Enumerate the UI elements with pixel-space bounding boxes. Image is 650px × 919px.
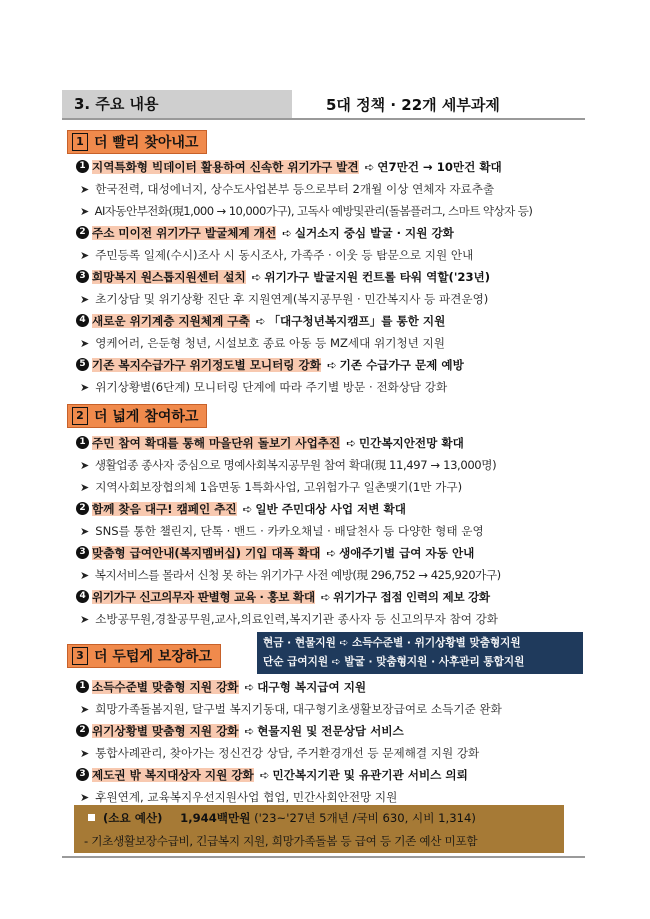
chevron-icon: ➤ xyxy=(80,613,90,626)
sub-text: 영케어러, 은둔형 청년, 시설보호 종료 아동 등 MZ세대 위기청년 지원 xyxy=(95,336,445,350)
chevron-icon: ➤ xyxy=(80,381,90,394)
section-3-title xyxy=(67,644,221,668)
sub-item xyxy=(76,178,494,200)
arrow-icon: ➪ xyxy=(364,160,375,174)
arrow-icon: ➪ xyxy=(255,314,266,328)
item-result: 위기가구 발굴지원 컨트롤 타워 역할('23년) xyxy=(264,270,491,284)
footer-divider xyxy=(62,856,585,858)
arrow-icon: ➪ xyxy=(259,768,270,782)
section-1-title xyxy=(67,130,207,154)
item-number: 5 xyxy=(76,358,89,371)
section-title-text: 더 빨리 찾아내고 xyxy=(94,135,199,151)
sub-item xyxy=(76,698,502,720)
item-result: 실거소지 중심 발굴 · 지원 강화 xyxy=(294,226,454,240)
sub-item xyxy=(76,200,532,222)
budget-line xyxy=(84,807,476,829)
section-number: 3 xyxy=(72,647,88,665)
arrow-icon: ➪ xyxy=(326,358,337,372)
section-2-title xyxy=(67,404,207,428)
item-title: 제도권 밖 복지대상자 지원 강화 xyxy=(92,768,254,782)
arrow-icon: ➪ xyxy=(251,270,262,284)
sub-text: 소방공무원,경찰공무원,교사,의료인력,복지기관 종사자 등 신고의무자 참여 강화 xyxy=(95,612,498,626)
arrow-icon: ➪ xyxy=(244,724,255,738)
sub-text: 지역사회보장협의체 1읍면동 1특화사업, 고위험가구 일촌맺기(1만 가구) xyxy=(95,480,463,494)
sub-text: 통합사례관리, 찾아가는 정신건강 상담, 주거환경개선 등 문제해결 지원 강화 xyxy=(95,746,480,760)
header-divider xyxy=(62,118,585,120)
item-number: 1 xyxy=(76,680,89,693)
item-title: 위기가구 신고의무자 판별형 교육 · 홍보 확대 xyxy=(92,590,315,604)
chevron-icon: ➤ xyxy=(80,747,90,760)
item-number: 1 xyxy=(76,436,89,449)
budget-label: (소요 예산) xyxy=(103,811,163,825)
item-result: 민간복지기관 및 유관기관 서비스 의뢰 xyxy=(272,768,468,782)
item-2-3 xyxy=(76,542,474,564)
item-title: 위기상황별 맞춤형 지원 강화 xyxy=(92,724,239,738)
item-2-2 xyxy=(76,498,406,520)
item-2-4 xyxy=(76,586,490,608)
item-title: 주민 참여 확대를 통해 마을단위 돌보기 사업추진 xyxy=(92,436,341,450)
item-title: 새로운 위기계층 지원체계 구축 xyxy=(92,314,250,328)
sub-text: AI자동안부전화(現1,000 → 10,000가구), 고독사 예방및관리(돌봄플러그, 스마트 약상자 등) xyxy=(94,204,533,218)
sub-item xyxy=(76,520,484,542)
sub-item xyxy=(76,376,447,398)
item-3-2 xyxy=(76,720,404,742)
section-heading: 3. 주요 내용 xyxy=(62,90,292,118)
item-result: 기존 수급가구 문제 예방 xyxy=(339,358,464,372)
sub-item xyxy=(76,742,479,764)
sub-text: 위기상황별(6단계) 모니터링 단계에 따라 주기별 방문 · 전화상담 강화 xyxy=(95,380,448,394)
sub-text: SNS를 통한 챌린지, 단톡 · 밴드 · 카카오채널 · 배달천사 등 다양한 형태 운영 xyxy=(95,524,484,538)
item-2-1 xyxy=(76,432,464,454)
item-result: 생애주기별 급여 자동 안내 xyxy=(339,546,475,560)
sub-item xyxy=(76,608,498,630)
chevron-icon: ➤ xyxy=(80,249,90,262)
item-number: 2 xyxy=(76,724,89,737)
item-title: 기존 복지수급가구 위기정도별 모니터링 강화 xyxy=(92,358,321,372)
item-result: 현물지원 및 전문상담 서비스 xyxy=(257,724,404,738)
item-result: 연7만건 → 10만건 확대 xyxy=(377,160,502,174)
chevron-icon: ➤ xyxy=(80,337,90,350)
item-3-1 xyxy=(76,676,366,698)
item-title: 함께 찾음 대구! 캠페인 추진 xyxy=(92,502,237,516)
item-number: 3 xyxy=(76,270,89,283)
sub-item xyxy=(76,476,462,498)
budget-box xyxy=(74,805,564,853)
sub-text: 초기상담 및 위기상황 진단 후 지원연계(복지공무원 · 민간복지사 등 파견운영) xyxy=(95,292,489,306)
arrow-icon: ➪ xyxy=(346,436,356,450)
section-title-text: 더 두텁게 보장하고 xyxy=(94,649,212,665)
policy-summary: 5대 정책 · 22개 세부과제 xyxy=(326,96,500,114)
chevron-icon: ➤ xyxy=(80,183,90,196)
arrow-icon: ➪ xyxy=(244,680,255,694)
chevron-icon: ➤ xyxy=(80,293,90,306)
section-number: 2 xyxy=(72,407,88,425)
section-3-callout xyxy=(257,632,583,674)
arrow-icon: ➪ xyxy=(326,546,337,560)
item-number: 1 xyxy=(76,160,89,173)
item-1-1 xyxy=(76,156,502,178)
item-result: 민간복지안전망 확대 xyxy=(358,436,464,450)
arrow-icon: ➪ xyxy=(242,502,253,516)
budget-detail: ('23~'27년 5개년 /국비 630, 시비 1,314) xyxy=(254,811,476,825)
callout-line: 단순 급여지원 ➪ 발굴 · 맞춤형지원 · 사후관리 통합지원 xyxy=(263,656,525,668)
sub-text: 한국전력, 대성에너지, 상수도사업본부 등으로부터 2개월 이상 연체자 자료추출 xyxy=(95,182,495,196)
item-title: 희망복지 원스톱지원센터 설치 xyxy=(92,270,246,284)
item-1-5 xyxy=(76,354,464,376)
item-1-4 xyxy=(76,310,445,332)
chevron-icon: ➤ xyxy=(80,459,89,472)
chevron-icon: ➤ xyxy=(80,569,89,582)
item-title: 맞춤형 급여안내(복지멤버십) 기입 대폭 확대 xyxy=(92,546,321,560)
section-number: 1 xyxy=(72,133,88,151)
chevron-icon: ➤ xyxy=(80,525,90,538)
sub-text: 후원연계, 교육복지우선지원사업 협업, 민간사회안전망 지원 xyxy=(95,790,398,804)
arrow-icon: ➪ xyxy=(320,590,331,604)
arrow-icon: ➪ xyxy=(282,226,292,240)
item-number: 4 xyxy=(76,590,89,603)
item-result: 대구형 복지급여 지원 xyxy=(257,680,367,694)
sub-text: 생활업종 종사자 중심으로 명예사회복지공무원 참여 확대(現 11,497 → 13,000명) xyxy=(94,458,497,472)
chevron-icon: ➤ xyxy=(80,703,90,716)
item-number: 2 xyxy=(76,226,89,239)
chevron-icon: ➤ xyxy=(80,791,90,804)
item-number: 2 xyxy=(76,502,89,515)
item-number: 3 xyxy=(76,768,89,781)
chevron-icon: ➤ xyxy=(80,205,89,218)
item-result: 일반 주민대상 사업 저변 확대 xyxy=(255,502,406,516)
item-1-3 xyxy=(76,266,490,288)
sub-text: 복지서비스를 몰라서 신청 못 하는 위기가구 사전 예방(現 296,752 → 425,920가구) xyxy=(94,568,501,582)
item-3-3 xyxy=(76,764,468,786)
chevron-icon: ➤ xyxy=(80,481,90,494)
budget-note: - 기초생활보장수급비, 긴급복지 지원, 희망가족돌봄 등 급여 등 기존 예산 미포함 xyxy=(84,834,478,848)
sub-item xyxy=(76,454,496,476)
sub-text: 희망가족돌봄지원, 달구벌 복지기동대, 대구형기초생활보장급여로 소득기준 완화 xyxy=(95,702,502,716)
sub-item xyxy=(76,288,488,310)
item-title: 주소 미이전 위기가구 발굴체계 개선 xyxy=(92,226,277,240)
item-number: 4 xyxy=(76,314,89,327)
square-bullet-icon xyxy=(88,814,95,821)
section-title-text: 더 넓게 참여하고 xyxy=(94,409,199,425)
item-result: 위기가구 접점 인력의 제보 강화 xyxy=(333,590,490,604)
item-1-2 xyxy=(76,222,454,244)
sub-text: 주민등록 일제(수시)조사 시 동시조사, 가족주 · 이웃 등 탐문으로 지원 안내 xyxy=(95,248,474,262)
sub-item xyxy=(76,564,501,586)
item-number: 3 xyxy=(76,546,89,559)
sub-item xyxy=(76,244,473,266)
item-title: 지역특화형 빅데이터 활용하여 신속한 위기가구 발견 xyxy=(92,160,359,174)
callout-line: 현금 · 현물지원 ➪ 소득수준별 · 위기상황별 맞춤형지원 xyxy=(263,637,521,649)
item-title: 소득수준별 맞춤형 지원 강화 xyxy=(92,680,239,694)
budget-amount: 1,944백만원 xyxy=(180,811,251,825)
item-result: 「대구청년복지캠프」를 통한 지원 xyxy=(268,314,446,328)
sub-item xyxy=(76,332,445,354)
